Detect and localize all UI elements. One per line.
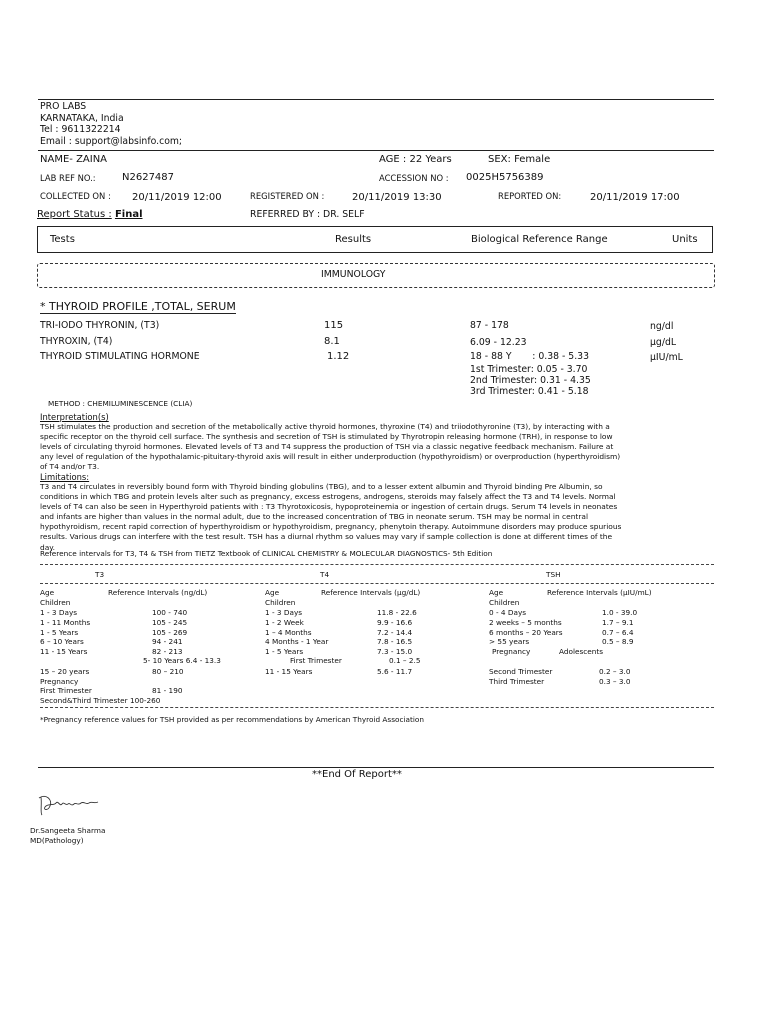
end-rule (38, 767, 714, 768)
referred-by: REFERRED BY : DR. SELF (250, 209, 365, 220)
doctor-qualification: MD(Pathology) (30, 836, 84, 845)
tsh-row-value: 0.7 – 6.4 (602, 628, 634, 637)
t3-row-label: 6 – 10 Years (40, 637, 84, 646)
reference-source: Reference intervals for T3, T4 & TSH from TIETZ Textbook of CLINICAL CHEMISTRY & MOLECULAR DIAGNOSTICS- 5th Edition (40, 549, 493, 558)
t4-row-label: 1 – 4 Months (265, 628, 312, 637)
test-unit-tsh: μIU/mL (650, 352, 683, 363)
t3-row-value: 81 - 190 (152, 686, 183, 695)
test-range-t4: 6.09 - 12.23 (470, 337, 527, 348)
tsh-row-label: 0 - 4 Days (489, 608, 527, 617)
ref-t3-title: T3 (95, 570, 105, 579)
t4-row-label: 1 - 5 Years (265, 647, 304, 656)
tsh-trimester-3: 3rd Trimester: 0.41 - 5.18 (470, 386, 589, 397)
signature-image (36, 791, 108, 819)
t4-last-label: 11 - 15 Years (265, 667, 313, 676)
ref-tsh-title: TSH (546, 570, 561, 579)
t4-row-value: 9.9 - 16.6 (377, 618, 413, 627)
tsh-row-label: 2 weeks – 5 months (489, 618, 562, 627)
t3-row-value: 105 - 269 (152, 628, 188, 637)
t3-row-label: First Trimester (40, 686, 92, 695)
test-unit-t3: ng/dl (650, 321, 674, 332)
t4-row-value: 11.8 - 22.6 (377, 608, 417, 617)
header-results: Results (335, 234, 372, 245)
interpretation-title: Interpretation(s) (40, 412, 109, 422)
test-result-t4: 8.1 (324, 336, 340, 347)
pregnancy-note: *Pregnancy reference values for TSH provided as per recommendations by American Thyroid Association (40, 715, 424, 724)
tsh-row-label: > 55 years (489, 637, 530, 646)
t3-row-value: 82 - 213 (152, 647, 183, 656)
tsh-row-label: Children (489, 598, 520, 607)
limitations-text: T3 and T4 circulates in reversibly bound form with Thyroid binding globulins (TBG), and to a lesser extent albumin and Thyroid binding Pre Albumin, so conditions in which TBG and protein levels alter such as pregnancy, excess estrogens, androgens, steroids may falsely affect the T3 and T4 levels. Normal levels of T4 can also be seen in Hyperthyroid patients with : T3 Thyrotoxicosis, hypoproteinemia or ingestion of certain drugs. Serum T4 levels in neonates and infants are higher than values in the normal adult, due to the increased concentration of TBG in neonate serum. TSH may be normal in central hypothyroidism, recent rapid correction of hyperthyroidism or hypothyroidism, pregnancy, phenytoin therapy. Autoimmune disorders may produce spurious results. Various drugs can interfere with the test result. TSH has a diurnal rhythm so values may vary if sample collection is done at different times of the day. (40, 482, 622, 552)
t3-row-label: Pregnancy (40, 677, 79, 686)
test-name-t4: THYROXIN, (T4) (40, 336, 113, 347)
registered-label: REGISTERED ON : (250, 191, 325, 201)
lab-phone: Tel : 9611322214 (40, 124, 121, 135)
t3-head-ref: Reference Intervals (ng/dL) (108, 588, 208, 597)
limitations-title: Limitations: (40, 472, 90, 482)
t3-row-label: Children (40, 598, 71, 607)
t4-row-label: Children (265, 598, 296, 607)
t4-first-trimester-value: 0.1 – 2.5 (389, 656, 421, 665)
lab-address: KARNATAKA, India (40, 113, 124, 124)
test-result-t3: 115 (324, 320, 344, 331)
t3-row-label: 1 - 5 Years (40, 628, 79, 637)
collected-label: COLLECTED ON : (40, 191, 111, 201)
test-unit-t4: μg/dL (650, 337, 677, 348)
t3-row-label: 1 - 3 Days (40, 608, 78, 617)
t3-row-label: 11 - 15 Years (40, 647, 88, 656)
tsh-head-ref: Reference Intervals (μIU/mL) (547, 588, 652, 597)
accession-label: ACCESSION NO : (379, 173, 449, 183)
t3-row-value: 100 - 740 (152, 608, 188, 617)
t4-head-age: Age (265, 588, 280, 597)
profile-title: * THYROID PROFILE ,TOTAL, SERUM (40, 300, 236, 313)
tsh-adolescents-label: Adolescents (559, 647, 604, 656)
tsh-trimester-2: 2nd Trimester: 0.31 - 4.35 (470, 375, 591, 386)
t4-head-ref: Reference Intervals (μg/dL) (321, 588, 421, 597)
interpretation-text: TSH stimulates the production and secretion of the metabolically active thyroid hormones, thyroxine (T4) and triiodothyronine (T3), by interacting with a specific receptor on the thyroid cell surface. The synthesis and secretion of TSH is stimulated by Thyrotropin releasing hormone (TRH), in response to low levels of circulating thyroid hormones. Elevated levels of T3 and T4 suppress the production of TSH via a classic negative feedback mechanism. Failure at any level of regulation of the hypothalamic-pituitary-thyroid axis will result in either underproduction (hypothyroidism) or overproduction (hyperthyroidism) of T4 and/or T3. (40, 422, 621, 472)
t3-row-label: 15 – 20 years (40, 667, 90, 676)
t4-row-value: 7.8 - 16.5 (377, 637, 413, 646)
department-title: IMMUNOLOGY (321, 269, 386, 280)
t4-row-value: 7.3 - 15.0 (377, 647, 413, 656)
t3-row-value: 105 - 245 (152, 618, 188, 627)
tsh-row-value: 1.7 – 9.1 (602, 618, 634, 627)
patient-age: AGE : 22 Years (379, 154, 452, 165)
report-status: Report Status : Final (37, 209, 143, 220)
t4-first-trimester-label: First Trimester (290, 656, 342, 665)
tsh-row-label: Second Trimester (489, 667, 553, 676)
lab-ref-label: LAB REF NO.: (40, 173, 96, 183)
tsh-row-value: 0.5 – 8.9 (602, 637, 634, 646)
end-of-report: **End Of Report** (312, 769, 402, 780)
doctor-name: Dr.Sangeeta Sharma (30, 826, 106, 835)
test-name-tsh: THYROID STIMULATING HORMONE (40, 351, 200, 362)
t4-row-label: 4 Months - 1 Year (265, 637, 329, 646)
tsh-pregnancy-label: Pregnancy (492, 647, 531, 656)
registered-value: 20/11/2019 13:30 (352, 192, 442, 203)
test-result-tsh: 1.12 (327, 351, 350, 362)
t4-row-label: 1 - 2 Week (265, 618, 304, 627)
patient-name: NAME- ZAINA (40, 154, 108, 165)
collected-value: 20/11/2019 12:00 (132, 192, 222, 203)
reported-label: REPORTED ON: (498, 191, 562, 201)
t4-row-value: 7.2 - 14.4 (377, 628, 413, 637)
reported-value: 20/11/2019 17:00 (590, 192, 680, 203)
t3-row-label: 1 - 11 Months (40, 618, 91, 627)
lab-name: PRO LABS (40, 101, 87, 112)
tsh-row-value: 0.3 – 3.0 (599, 677, 631, 686)
ref-table-head-rule (40, 583, 714, 584)
table-header-box (37, 226, 713, 253)
header-rule (38, 150, 714, 151)
lab-email: Email : support@labsinfo.com; (40, 136, 183, 147)
t3-extra-row: 5- 10 Years 6.4 - 13.3 (143, 656, 221, 665)
t3-row-value: 80 – 210 (152, 667, 184, 676)
tsh-trimester-1: 1st Trimester: 0.05 - 3.70 (470, 364, 588, 375)
tsh-row-label: 6 months – 20 Years (489, 628, 563, 637)
ref-t4-title: T4 (320, 570, 330, 579)
method: METHOD : CHEMILUMINESCENCE (CLIA) (48, 399, 193, 408)
test-name-t3: TRI-IODO THYRONIN, (T3) (40, 320, 160, 331)
lab-ref-value: N2627487 (122, 172, 175, 183)
ref-table-top-rule (40, 564, 714, 565)
t3-row-value: 94 - 241 (152, 637, 183, 646)
top-rule (38, 99, 714, 100)
header-tests: Tests (50, 234, 75, 245)
tsh-head-age: Age (489, 588, 504, 597)
tsh-row-value: 1.0 - 39.0 (602, 608, 638, 617)
t3-last-row: Second&Third Trimester 100-260 (40, 696, 161, 705)
ref-table-bottom-rule (40, 707, 714, 708)
tsh-row-value: 0.2 – 3.0 (599, 667, 631, 676)
patient-sex: SEX: Female (488, 154, 551, 165)
test-range-tsh: 18 - 88 Y : 0.38 - 5.33 (470, 351, 589, 362)
header-reference-range: Biological Reference Range (471, 234, 608, 245)
t4-last-value: 5.6 - 11.7 (377, 667, 413, 676)
test-range-t3: 87 - 178 (470, 320, 509, 331)
tsh-row-label: Third Trimester (489, 677, 545, 686)
t4-row-label: 1 - 3 Days (265, 608, 303, 617)
header-units: Units (672, 234, 698, 245)
accession-value: 0025H5756389 (466, 172, 544, 183)
t3-head-age: Age (40, 588, 55, 597)
